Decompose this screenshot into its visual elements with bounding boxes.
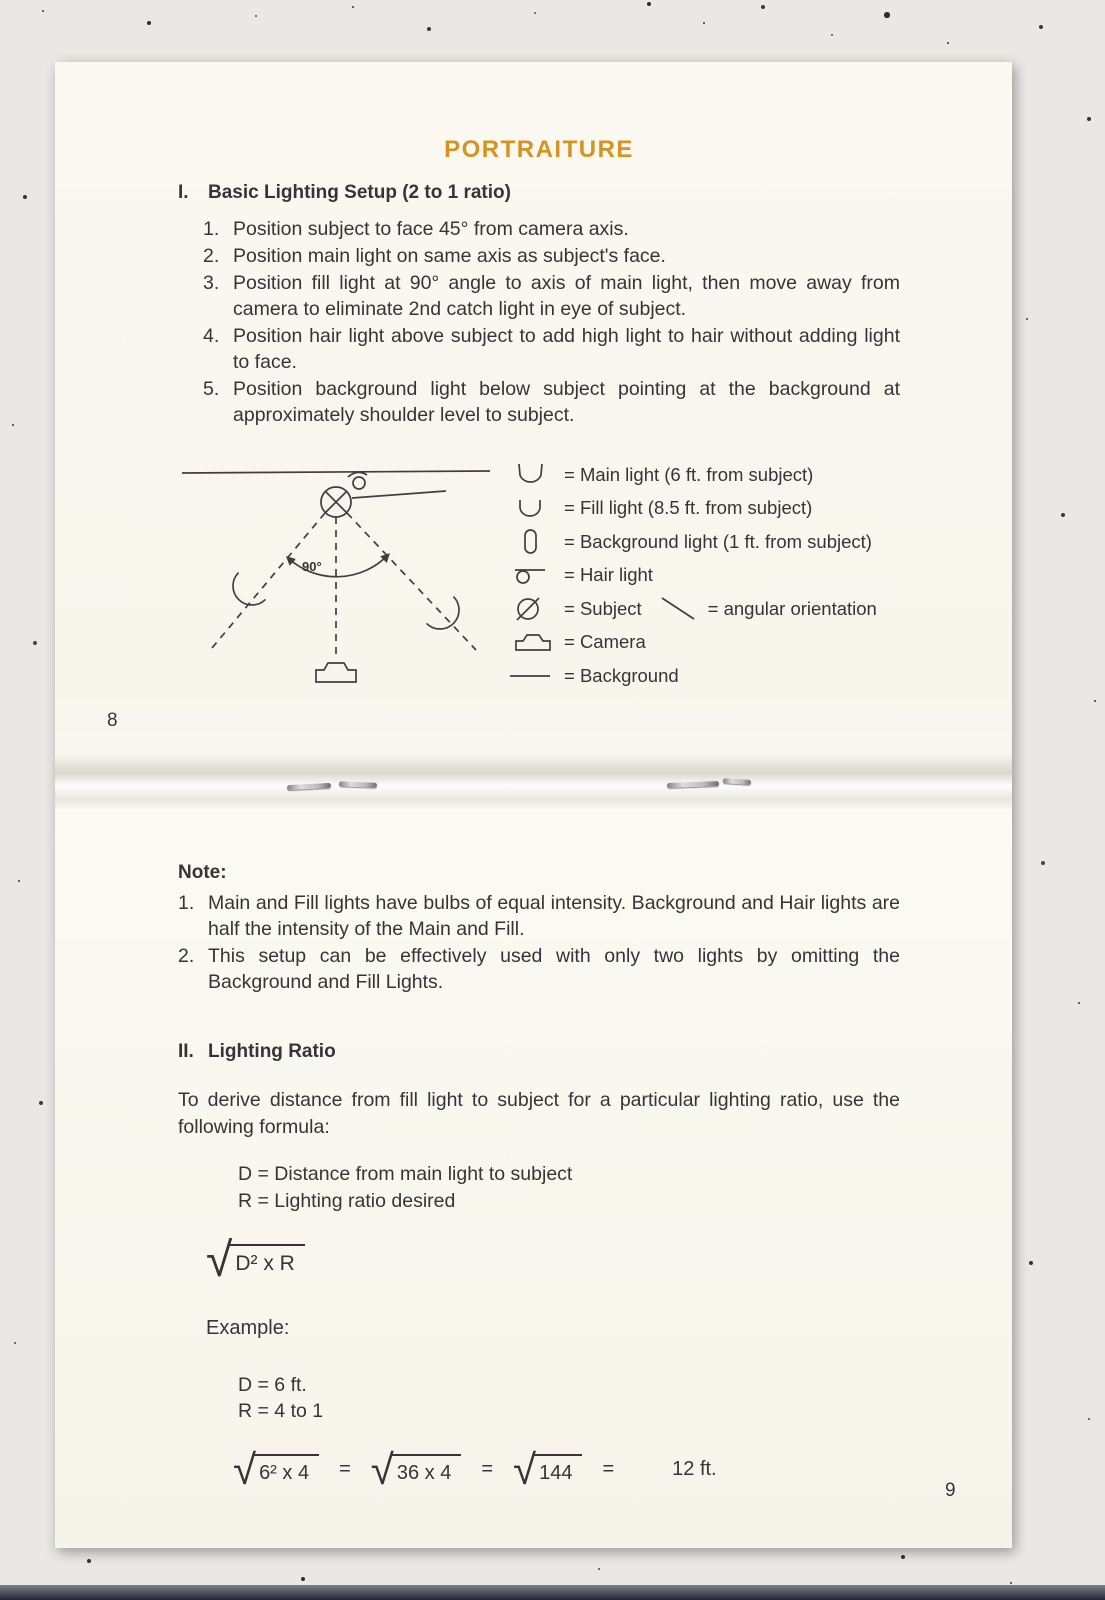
camera-icon (508, 627, 564, 657)
legend-row (508, 592, 900, 626)
formula-definitions (238, 1161, 900, 1215)
note-list (178, 890, 900, 995)
example-heading: Example: (206, 1317, 290, 1339)
list-item-text: Position background light below subject pointing at the background at approximately shoulder level to subject. (233, 378, 900, 426)
equation-term-3: 144 (533, 1454, 582, 1485)
list-item (203, 270, 900, 322)
list-item (203, 243, 900, 269)
hair-light-icon (508, 560, 564, 590)
page-title: PORTRAITURE (444, 136, 634, 163)
list-item-text: Position subject to face 45° from camera axis. (233, 218, 629, 240)
equals-sign: = (602, 1458, 615, 1480)
page-number-8: 8 (107, 710, 118, 731)
list-item-number: 1. (178, 892, 195, 914)
background-line-icon (508, 661, 564, 691)
list-item-number: 3. (203, 272, 220, 294)
example-value-d: D = 6 ft. (238, 1374, 307, 1396)
legend-label: = Subject (564, 597, 642, 619)
page-9 (178, 862, 900, 1493)
section-1-title: Basic Lighting Setup (2 to 1 ratio) (208, 182, 511, 203)
legend-label: = angular orientation (707, 597, 877, 619)
list-item-number: 5. (203, 378, 220, 400)
equals-sign: = (481, 1458, 494, 1480)
list-item-number: 2. (178, 945, 195, 967)
list-item-number: 1. (203, 218, 220, 240)
section-2-number: II. (178, 1041, 194, 1062)
legend-row (508, 659, 900, 693)
section-2-heading (178, 1041, 900, 1063)
legend-label: = Camera (564, 631, 646, 653)
list-item-text: Position main light on same axis as subject's face. (233, 245, 666, 267)
list-item-text: Position hair light above subject to add high light to hair without adding light to face. (233, 325, 900, 373)
definition-r: R = Lighting ratio desired (238, 1190, 456, 1212)
subject-icon (508, 594, 564, 624)
booklet-fold (55, 752, 1012, 810)
lighting-setup-diagram (178, 458, 508, 703)
legend-label: = Background (564, 664, 679, 686)
radical-sign: √ (206, 1234, 233, 1287)
legend-label: = Fill light (8.5 ft. from subject) (564, 497, 813, 519)
list-item (178, 943, 900, 995)
note-heading: Note: (178, 862, 227, 883)
scanner-noise (0, 0, 2, 2)
scan-edge-strip (0, 1585, 1105, 1600)
diagram-legend (508, 458, 900, 703)
example-equation (233, 1446, 900, 1493)
lighting-ratio-formula (206, 1234, 900, 1287)
section-2-title: Lighting Ratio (208, 1041, 336, 1062)
equation-result: 12 ft. (672, 1458, 717, 1480)
fill-light-icon (508, 493, 564, 523)
legend-row (508, 626, 900, 660)
lighting-setup-steps (178, 216, 900, 428)
angular-orientation-icon (656, 594, 700, 624)
definition-d: D = Distance from main light to subject (238, 1163, 573, 1185)
example-values (238, 1372, 900, 1424)
section-1-number: I. (178, 182, 189, 203)
list-item-number: 2. (203, 245, 220, 267)
list-item (203, 323, 900, 375)
list-item (203, 216, 900, 242)
page-number-9: 9 (945, 1480, 956, 1501)
list-item-text: Position fill light at 90° angle to axis of main light, then move away from camera to eliminate 2nd catch light in eye of subject. (233, 272, 900, 320)
legend-label: = Background light (1 ft. from subject) (564, 530, 872, 552)
example-value-r: R = 4 to 1 (238, 1400, 324, 1422)
list-item-number: 4. (203, 325, 220, 347)
radical-sign: √ (370, 1446, 394, 1493)
legend-row (508, 492, 900, 526)
equals-sign: = (339, 1458, 351, 1480)
equation-term-1: 6² x 4 (253, 1454, 319, 1485)
angle-label: 90° (302, 559, 322, 574)
diagram-section (178, 458, 900, 703)
formula-radicand: D² x R (229, 1244, 305, 1276)
equation-term-2: 36 x 4 (391, 1454, 461, 1485)
list-item-text: This setup can be effectively used with only two lights by omitting the Background and Fill Lights. (208, 945, 900, 993)
main-light-icon (508, 460, 564, 490)
list-item (203, 376, 900, 428)
legend-row (508, 525, 900, 559)
legend-row (508, 458, 900, 492)
legend-label: = Main light (6 ft. from subject) (564, 463, 814, 485)
radical-sign: √ (513, 1446, 537, 1493)
list-item (178, 890, 900, 942)
section-1-heading (178, 182, 900, 204)
scanned-page (55, 62, 1012, 1548)
legend-label: = Hair light (564, 564, 653, 586)
list-item-text: Main and Fill lights have bulbs of equal intensity. Background and Hair lights are half the intensity of the Main and Fill. (208, 892, 900, 940)
legend-row (508, 559, 900, 593)
radical-sign: √ (233, 1446, 257, 1493)
lighting-ratio-intro: To derive distance from fill light to subject for a particular lighting ratio, use the following formula: (178, 1089, 900, 1138)
background-light-icon (508, 527, 564, 557)
page-8 (178, 136, 900, 703)
